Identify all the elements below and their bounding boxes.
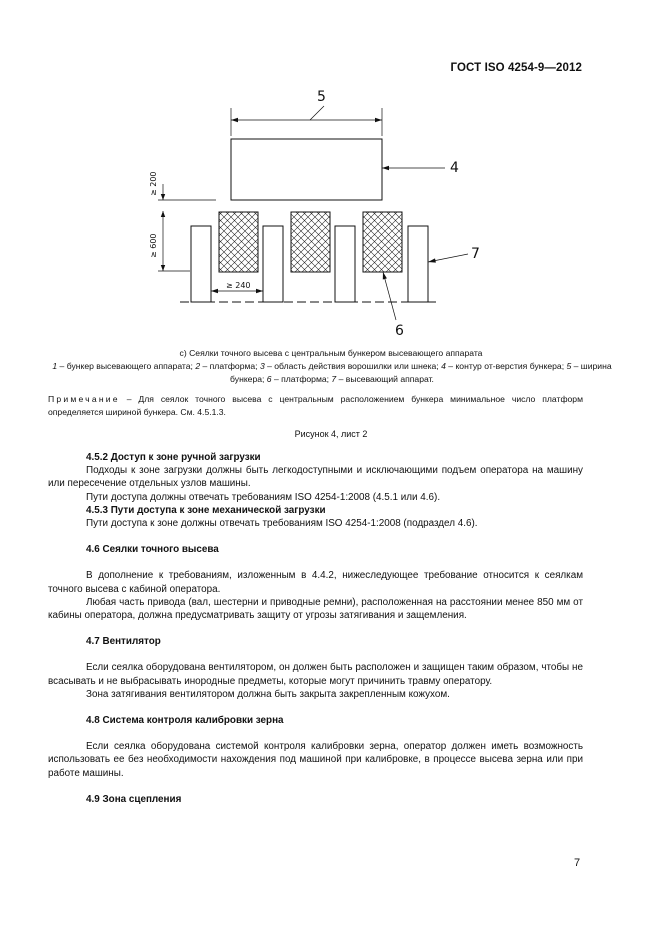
section-4-7-title: 4.7 Вентилятор [86,636,161,648]
dim-240: ≥ 240 [226,281,251,290]
label-7: 7 [471,246,480,262]
platform-4 [408,226,428,302]
section-4-7-p2: Зона затягивания вентилятором должна быть закрыта закрепленным кожухом. [86,688,450,700]
platform-2 [263,226,283,302]
section-4-6-p2: Любая часть привода (вал, шестерни и приводные ремни), расположенная на расстоянии менее 850 мм от кабины оператора, должна предусматривать защиту от угрозы затягивания и защемления. [48,596,583,622]
figure-caption: с) Сеялки точного высева с центральным бункером высевающего аппарата [179,348,483,358]
auger-zone-1 [219,212,258,272]
label-5: 5 [317,89,326,105]
platform-1 [191,226,211,302]
figure-title: Рисунок 4, лист 2 [294,429,368,439]
section-4-5-2-p2: Пути доступа должны отвечать требованиям ISO 4254-1:2008 (4.5.1 или 4.6). [86,491,441,503]
section-4-7-p1: Если сеялка оборудована вентилятором, он должен быть расположен и защищен таким образом, чтобы не всасывать и не выбрасывать инородные предметы, которые могут причинить травму оператору. [48,662,583,687]
section-4-6-title: 4.6 Сеялки точного высева [86,544,219,556]
section-4-5-2-title: 4.5.2 Доступ к зоне ручной загрузки [86,452,261,463]
section-4-6-p1: В дополнение к требованиям, изложенным в 4.4.2, нижеследующее требование относится к сеялкам точного высева с кабиной оператора. [48,570,583,595]
section-4-8-title: 4.8 Система контроля калибровки зерна [86,715,284,727]
document-body [48,451,583,806]
label-4: 4 [450,160,459,176]
figure-legend: 1 – бункер высевающего аппарата; 2 – платформа; 3 – область действия ворошилки или шнека; 4 – контур от-верстия бункера; 5 – ширина бункера; 6 – платформа; 7 – высевающий аппарат. [52,361,612,384]
hopper-outline [231,139,382,200]
section-4-5-2-p1: Подходы к зоне загрузки должны быть легкодоступными и исключающими подъем оператора на машину или пересечение отдельных узлов машины. [48,465,583,490]
section-4-8-p1: Если сеялка оборудована системой контроля калибровки зерна, оператор должен иметь возможность использовать ее без необходимости нахождения под машиной при калибровке, в процессе высева зерна или при работе машины. [48,741,583,779]
section-4-5-3-p1: Пути доступа к зоне должны отвечать требованиям ISO 4254-1:2008 (подраздел 4.6). [86,518,478,530]
figure-note: Примечание – Для сеялок точного высева с центральным расположением бункера минимальное число платформ определяется шириной бункера. См. 4.5.1.3. [48,394,583,417]
auger-zone-3 [363,212,402,272]
dim-200: ≥ 200 [149,171,158,196]
page-number: 7 [574,857,581,869]
platform-3 [335,226,355,302]
document-header: ГОСТ ISO 4254-9—2012 [450,62,582,74]
dim-600: ≥ 600 [149,233,158,258]
label-6: 6 [395,323,404,339]
section-4-9-title: 4.9 Зона сцепления [86,793,182,805]
seeder-diagram [0,80,661,345]
section-4-5-3-title: 4.5.3 Пути доступа к зоне механической загрузки [86,504,326,516]
auger-zone-2 [291,212,330,272]
